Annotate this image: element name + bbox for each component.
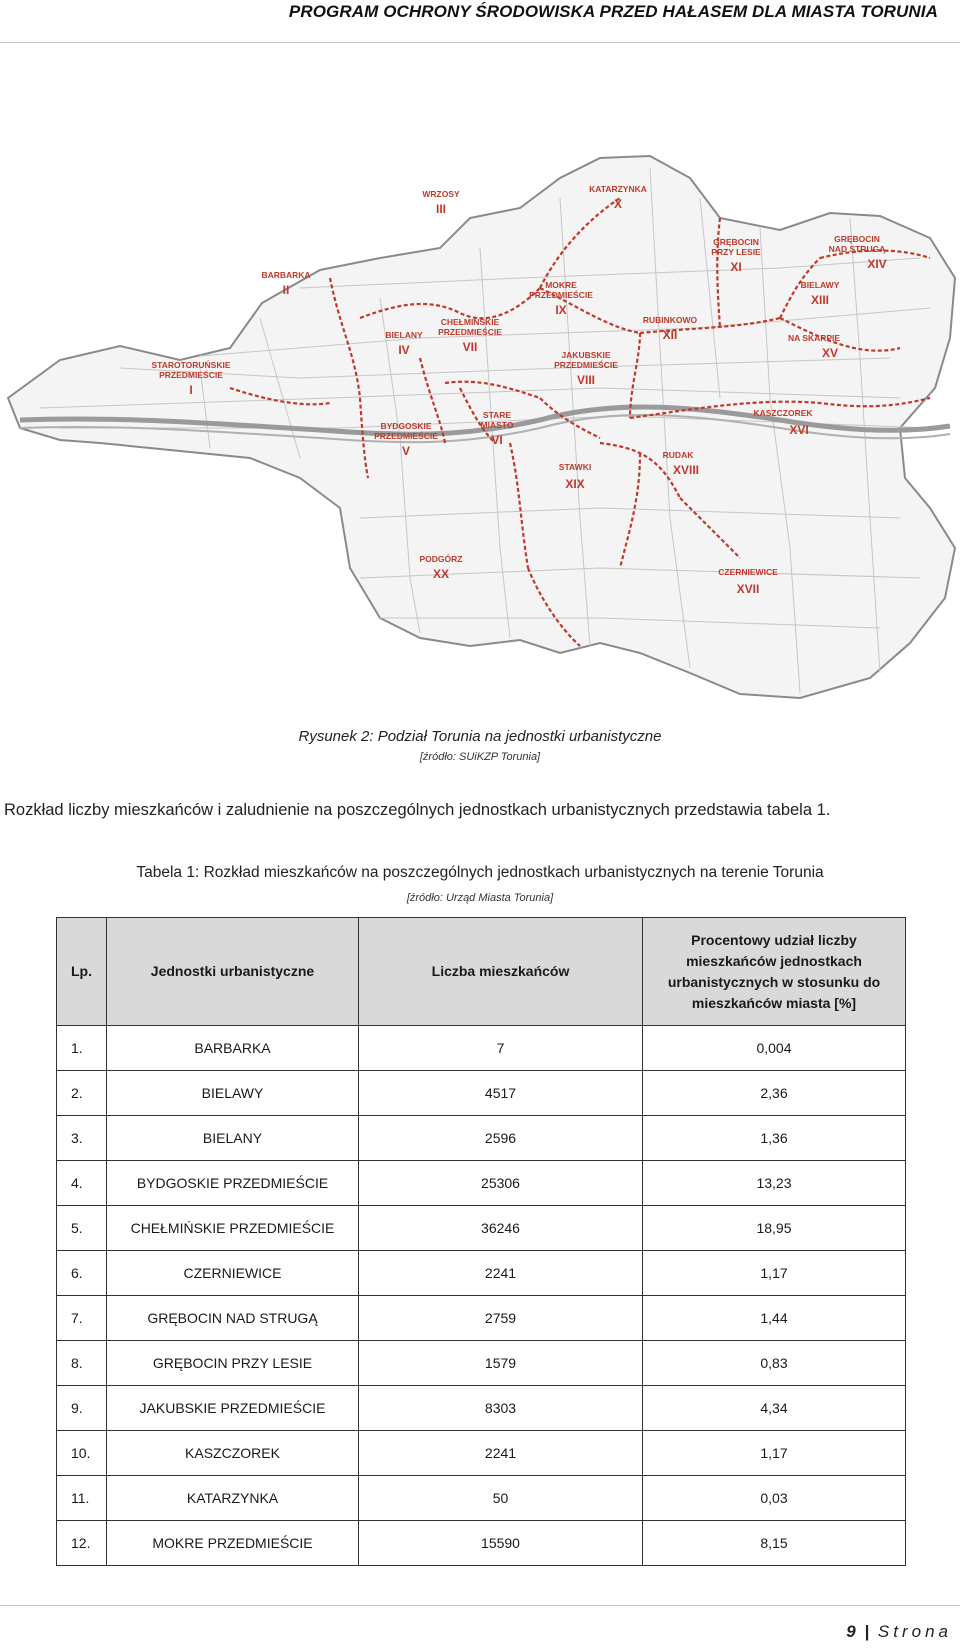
svg-text:XIII: XIII: [810, 293, 830, 307]
svg-text:III: III: [435, 202, 447, 216]
row-unit: KASZCZOREK: [107, 1431, 359, 1476]
col-header-unit: Jednostki urbanistyczne: [107, 918, 359, 1026]
row-percentage: 4,34: [643, 1386, 906, 1431]
svg-text:BIELANY: BIELANY: [385, 330, 423, 340]
svg-text:XVI: XVI: [789, 423, 809, 437]
svg-text:PRZEDMIEŚCIE: PRZEDMIEŚCIE: [159, 370, 223, 380]
table-row: [57, 1251, 906, 1296]
table-body: [57, 1026, 906, 1566]
row-unit: KATARZYNKA: [107, 1476, 359, 1521]
district-map: [0, 98, 960, 708]
row-unit: MOKRE PRZEDMIEŚCIE: [107, 1521, 359, 1566]
svg-text:NAD STRUGĄ: NAD STRUGĄ: [828, 244, 886, 254]
svg-text:GRĘBOCIN: GRĘBOCIN: [713, 237, 759, 247]
svg-text:PODGÓRZ: PODGÓRZ: [419, 554, 463, 564]
svg-text:RUDAK: RUDAK: [662, 450, 694, 460]
table-caption: Tabela 1: Rozkład mieszkańców na poszczególnych jednostkach urbanistycznych na terenie Torunia: [136, 864, 824, 881]
svg-text:PRZEDMIEŚCIE: PRZEDMIEŚCIE: [554, 360, 618, 370]
page-header: [0, 0, 960, 43]
svg-text:IV: IV: [398, 343, 410, 357]
svg-text:XV: XV: [821, 346, 839, 360]
row-percentage: 1,36: [643, 1116, 906, 1161]
row-population: 1579: [359, 1341, 643, 1386]
row-unit: GRĘBOCIN NAD STRUGĄ: [107, 1296, 359, 1341]
row-percentage: 0,004: [643, 1026, 906, 1071]
figure-source: [źródło: SUiKZP Torunia]: [419, 751, 541, 763]
row-lp: 9.: [57, 1386, 107, 1431]
intro-paragraph: Rozkład liczby mieszkańców i zaludnienie na poszczególnych jednostkach urbanistycznych przedstawia tabela 1.: [4, 801, 831, 819]
row-population: 25306: [359, 1161, 643, 1206]
svg-text:CZERNIEWICE: CZERNIEWICE: [718, 567, 778, 577]
page-footer: [846, 1622, 952, 1642]
row-lp: 1.: [57, 1026, 107, 1071]
table-header-row: [57, 918, 906, 1026]
svg-text:RUBINKOWO: RUBINKOWO: [642, 315, 698, 325]
row-unit: BARBARKA: [107, 1026, 359, 1071]
row-population: 2241: [359, 1251, 643, 1296]
table-row: [57, 1341, 906, 1386]
row-unit: JAKUBSKIE PRZEDMIEŚCIE: [107, 1386, 359, 1431]
svg-text:JAKUBSKIE: JAKUBSKIE: [561, 350, 611, 360]
footer-divider: [0, 1605, 960, 1606]
table-row: [57, 1296, 906, 1341]
svg-text:CHEŁMIŃSKIE: CHEŁMIŃSKIE: [440, 317, 500, 327]
row-percentage: 1,44: [643, 1296, 906, 1341]
svg-text:X: X: [613, 197, 623, 211]
svg-text:VIII: VIII: [576, 373, 596, 387]
row-lp: 8.: [57, 1341, 107, 1386]
row-unit: BIELAWY: [107, 1071, 359, 1116]
row-lp: 5.: [57, 1206, 107, 1251]
svg-text:IX: IX: [555, 303, 567, 317]
svg-text:VI: VI: [491, 433, 503, 447]
svg-text:MIASTO: MIASTO: [480, 420, 514, 430]
row-population: 2241: [359, 1431, 643, 1476]
table-row: [57, 1431, 906, 1476]
row-percentage: 0,03: [643, 1476, 906, 1521]
svg-text:XVII: XVII: [736, 582, 760, 596]
svg-text:I: I: [189, 383, 193, 397]
table-row: [57, 1206, 906, 1251]
population-table: [56, 917, 906, 1566]
svg-text:STAROTORUŃSKIE: STAROTORUŃSKIE: [151, 360, 231, 370]
table-row: [57, 1026, 906, 1071]
row-unit: BIELANY: [107, 1116, 359, 1161]
row-unit: CZERNIEWICE: [107, 1251, 359, 1296]
table-row: [57, 1521, 906, 1566]
table-row: [57, 1476, 906, 1521]
row-percentage: 0,83: [643, 1341, 906, 1386]
row-population: 4517: [359, 1071, 643, 1116]
col-header-percentage: Procentowy udział liczby mieszkańców jednostkach urbanistycznych w stosunku do mieszkańców miasta [%]: [643, 918, 906, 1026]
svg-text:XVIII: XVIII: [672, 463, 700, 477]
svg-text:BYDGOSKIE: BYDGOSKIE: [380, 421, 432, 431]
page-number: 9: [846, 1622, 856, 1641]
city-map: [0, 98, 960, 708]
svg-text:PRZEDMIEŚCIE: PRZEDMIEŚCIE: [374, 431, 438, 441]
svg-text:MOKRE: MOKRE: [545, 280, 577, 290]
row-population: 36246: [359, 1206, 643, 1251]
figure-caption: Rysunek 2: Podział Torunia na jednostki urbanistyczne: [298, 728, 662, 745]
row-population: 15590: [359, 1521, 643, 1566]
table-row: [57, 1071, 906, 1116]
row-percentage: 1,17: [643, 1431, 906, 1476]
table-row: [57, 1161, 906, 1206]
svg-text:STARE: STARE: [482, 410, 512, 420]
svg-text:II: II: [282, 283, 290, 297]
svg-text:XIV: XIV: [867, 257, 887, 271]
table-row: [57, 1386, 906, 1431]
svg-text:XII: XII: [662, 328, 678, 342]
svg-text:XX: XX: [432, 567, 450, 581]
svg-text:PRZY LESIE: PRZY LESIE: [711, 247, 761, 257]
table-source: [źródło: Urząd Miasta Torunia]: [406, 892, 554, 904]
svg-text:KATARZYNKA: KATARZYNKA: [589, 184, 647, 194]
row-unit: CHEŁMIŃSKIE PRZEDMIEŚCIE: [107, 1206, 359, 1251]
row-lp: 4.: [57, 1161, 107, 1206]
svg-text:V: V: [401, 444, 411, 458]
row-population: 7: [359, 1026, 643, 1071]
row-lp: 12.: [57, 1521, 107, 1566]
row-percentage: 18,95: [643, 1206, 906, 1251]
col-header-population: Liczba mieszkańców: [359, 918, 643, 1026]
row-lp: 11.: [57, 1476, 107, 1521]
row-percentage: 13,23: [643, 1161, 906, 1206]
svg-text:XI: XI: [730, 260, 742, 274]
svg-text:STAWKI: STAWKI: [558, 462, 592, 472]
row-unit: GRĘBOCIN PRZY LESIE: [107, 1341, 359, 1386]
row-lp: 7.: [57, 1296, 107, 1341]
svg-text:GRĘBOCIN: GRĘBOCIN: [834, 234, 880, 244]
page-word: Strona: [877, 1622, 952, 1641]
svg-text:PRZEDMIEŚCIE: PRZEDMIEŚCIE: [438, 327, 502, 337]
row-population: 2759: [359, 1296, 643, 1341]
svg-text:BIELAWY: BIELAWY: [800, 280, 840, 290]
svg-text:XIX: XIX: [565, 477, 585, 491]
svg-text:NA SKARPIE: NA SKARPIE: [787, 333, 841, 343]
row-population: 2596: [359, 1116, 643, 1161]
table-row: [57, 1116, 906, 1161]
header-title: PROGRAM OCHRONY ŚRODOWISKA PRZED HAŁASEM DLA MIASTA TORUNIA: [288, 2, 938, 21]
row-unit: BYDGOSKIE PRZEDMIEŚCIE: [107, 1161, 359, 1206]
district-label: [422, 189, 460, 216]
row-lp: 10.: [57, 1431, 107, 1476]
row-percentage: 1,17: [643, 1251, 906, 1296]
svg-text:PRZEDMIEŚCIE: PRZEDMIEŚCIE: [529, 290, 593, 300]
svg-text:BARBARKA: BARBARKA: [261, 270, 311, 280]
svg-text:KASZCZOREK: KASZCZOREK: [753, 408, 813, 418]
row-percentage: 2,36: [643, 1071, 906, 1116]
row-population: 50: [359, 1476, 643, 1521]
row-lp: 3.: [57, 1116, 107, 1161]
row-population: 8303: [359, 1386, 643, 1431]
page-separator: |: [864, 1622, 870, 1641]
row-lp: 6.: [57, 1251, 107, 1296]
svg-text:VII: VII: [462, 340, 478, 354]
row-lp: 2.: [57, 1071, 107, 1116]
svg-text:WRZOSY: WRZOSY: [422, 189, 460, 199]
col-header-lp: Lp.: [57, 918, 107, 1026]
row-percentage: 8,15: [643, 1521, 906, 1566]
